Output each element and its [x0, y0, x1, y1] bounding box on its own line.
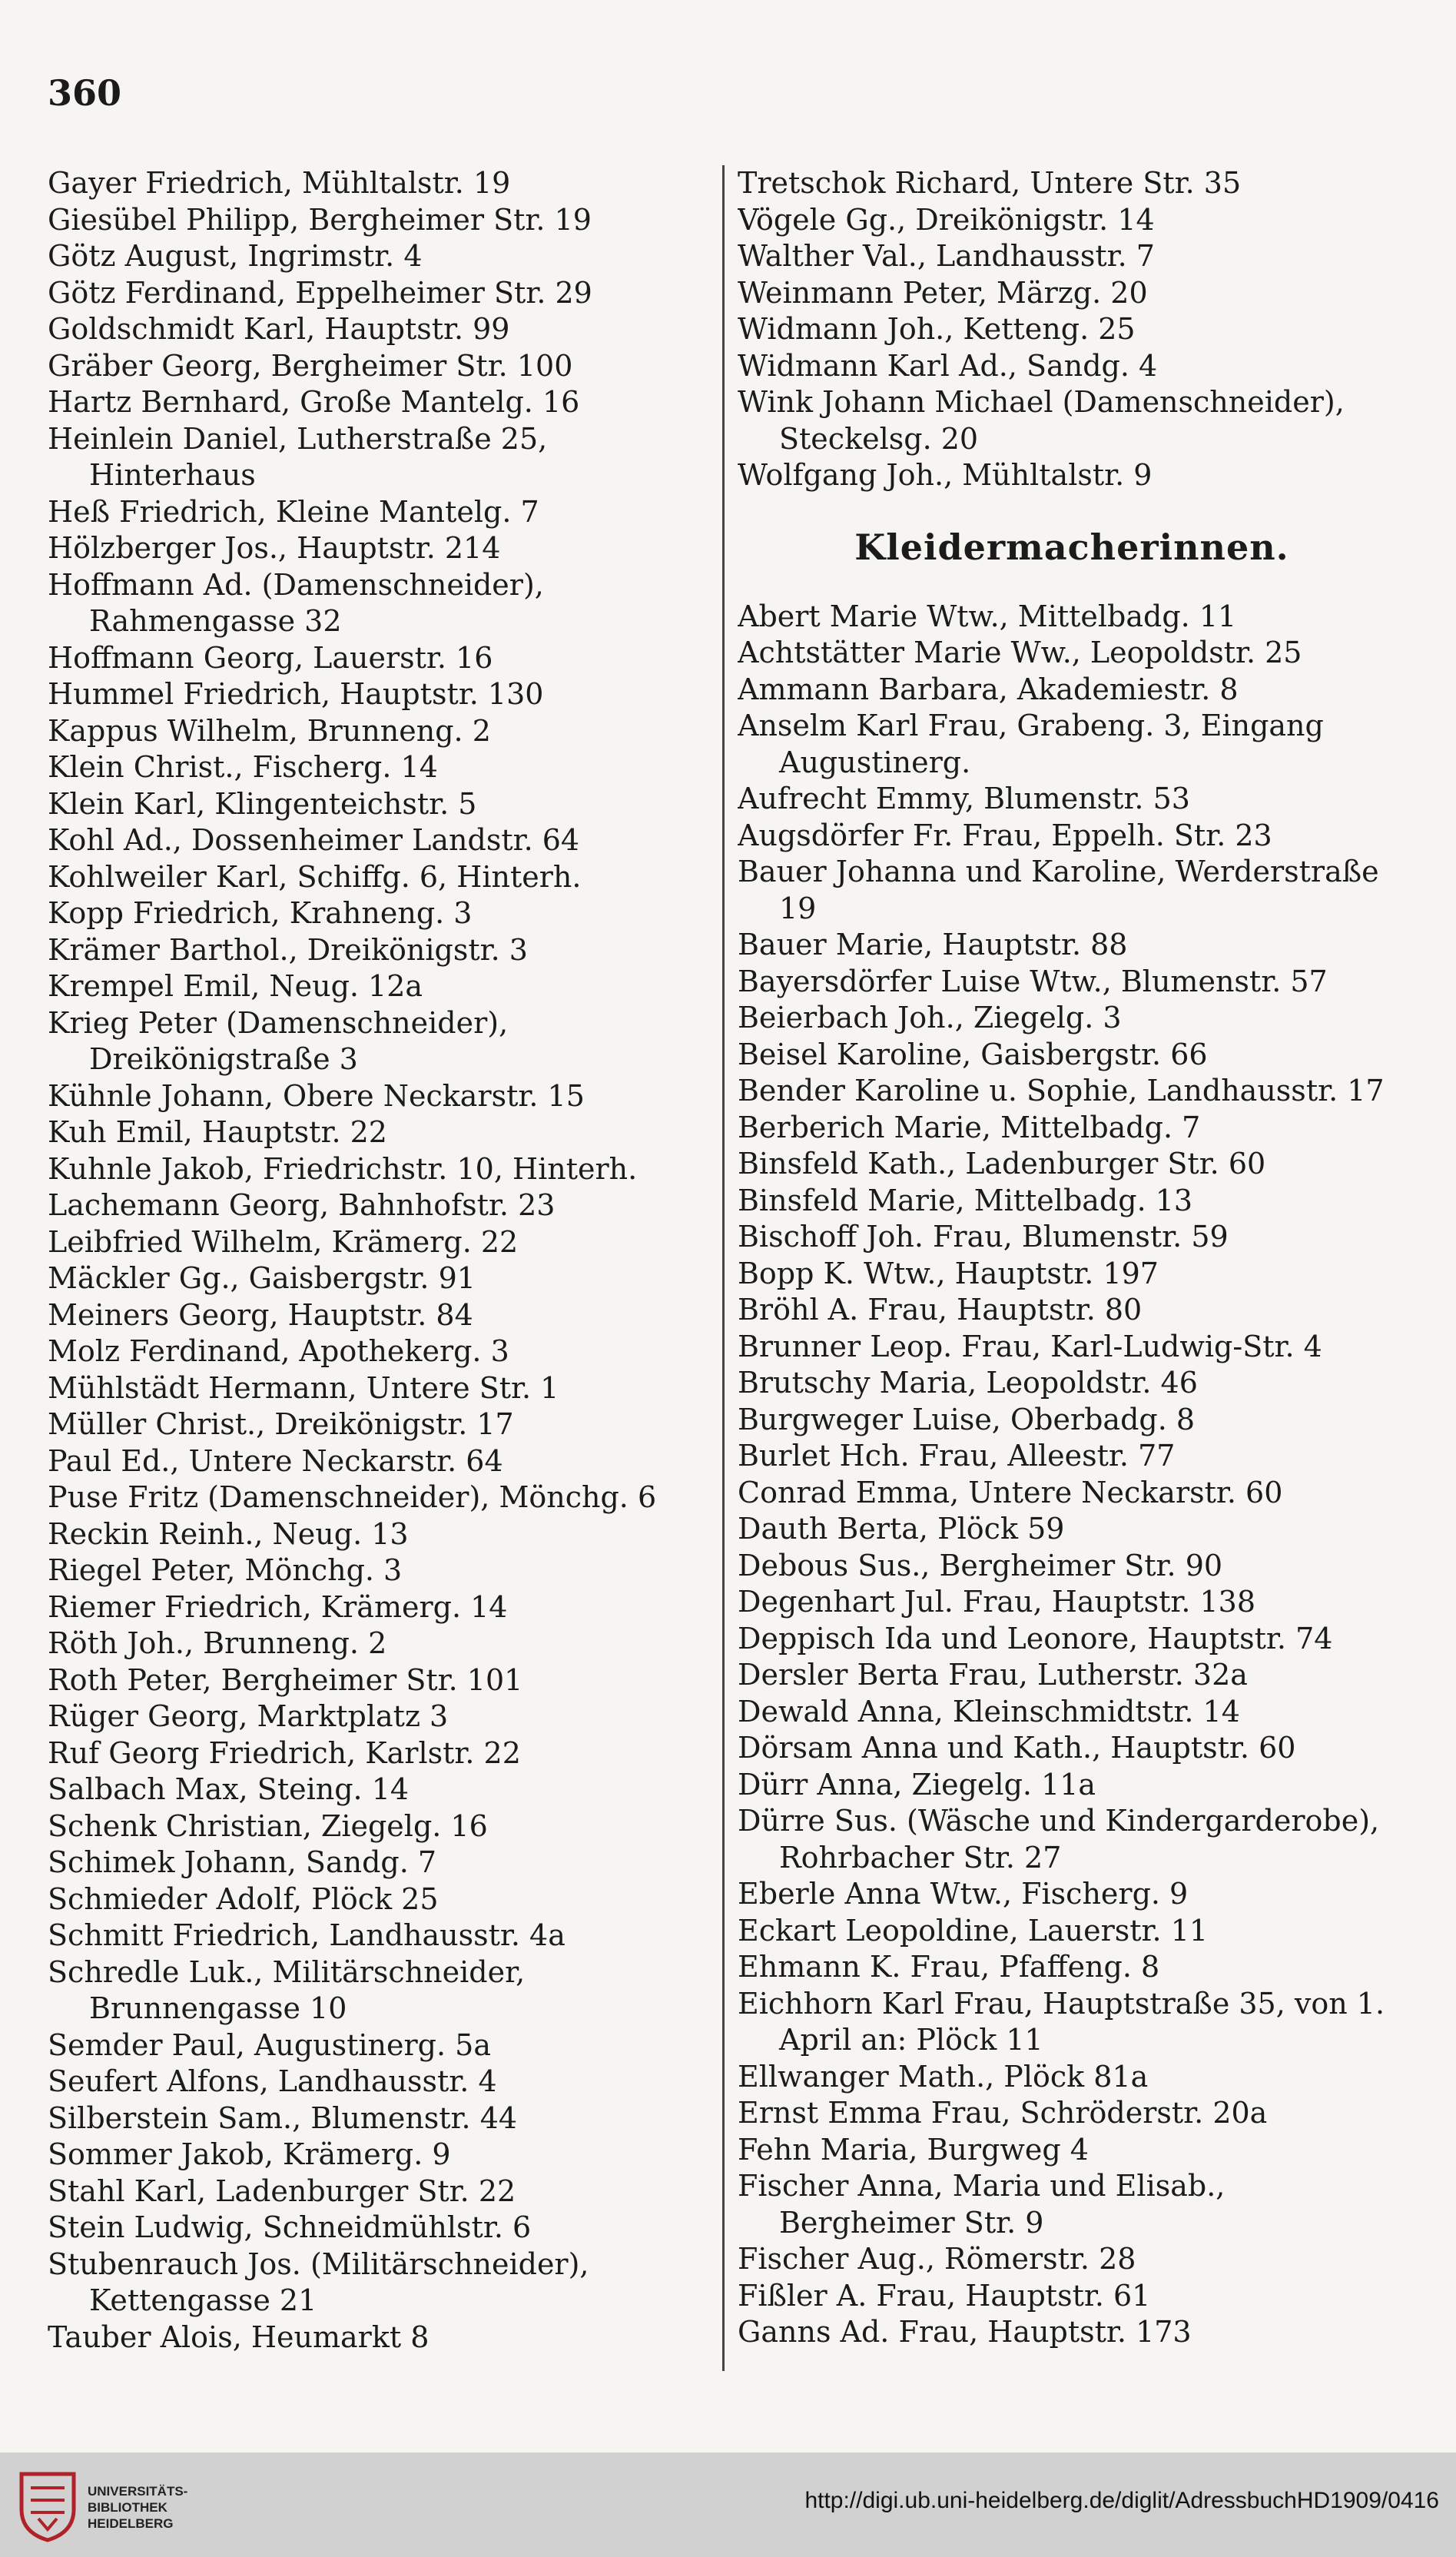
directory-entry: Burlet Hch. Frau, Alleestr. 77 [738, 1439, 1176, 1473]
directory-entry: Dersler Berta Frau, Lutherstr. 32a [738, 1658, 1248, 1692]
directory-entry: Eckart Leopoldine, Lauerstr. 11 [738, 1913, 1209, 1948]
directory-entry: Heß Friedrich, Kleine Mantelg. 7 [48, 494, 539, 529]
directory-entry: Puse Fritz (Damenschneider), Mönchg. 6 [48, 1480, 657, 1514]
directory-entry: Eichhorn Karl Frau, Hauptstraße 35, von 1. April an: Plöck 11 [738, 1986, 1385, 2057]
directory-entry: Kohlweiler Karl, Schiffg. 6, Hinterh. [48, 859, 582, 894]
directory-entry: Götz August, Ingrimstr. 4 [48, 239, 423, 273]
page-number: 360 [48, 72, 122, 114]
directory-entry: Tauber Alois, Heumarkt 8 [48, 2320, 430, 2354]
directory-entry: Goldschmidt Karl, Hauptstr. 99 [48, 312, 510, 346]
directory-entry: Salbach Max, Steing. 14 [48, 1772, 410, 1806]
directory-entry: Gayer Friedrich, Mühltalstr. 19 [48, 166, 511, 200]
directory-entry: Mäckler Gg., Gaisbergstr. 91 [48, 1261, 476, 1295]
column-divider [722, 165, 725, 2371]
directory-entry: Abert Marie Wtw., Mittelbadg. 11 [738, 599, 1237, 633]
directory-entry: Fischer Anna, Maria und Elisab., Bergheimer Str. 9 [738, 2169, 1225, 2240]
directory-entry: Stubenrauch Jos. (Militärschneider), Kettengasse 21 [48, 2247, 589, 2317]
directory-entry: Hoffmann Ad. (Damenschneider), Rahmengasse 32 [48, 567, 544, 638]
directory-entry: Tretschok Richard, Untere Str. 35 [738, 166, 1242, 200]
directory-entry: Klein Karl, Klingenteichstr. 5 [48, 786, 477, 821]
directory-entry: Rüger Georg, Marktplatz 3 [48, 1699, 449, 1733]
directory-entry: Mühlstädt Hermann, Untere Str. 1 [48, 1370, 559, 1405]
directory-entry: Hummel Friedrich, Hauptstr. 130 [48, 677, 544, 711]
directory-entry: Schmitt Friedrich, Landhausstr. 4a [48, 1918, 565, 1952]
directory-entry: Wink Johann Michael (Damenschneider), Steckelsg. 20 [738, 385, 1345, 456]
directory-entry: Beierbach Joh., Ziegelg. 3 [738, 1001, 1122, 1034]
directory-entry: Ammann Barbara, Akademiestr. 8 [738, 672, 1239, 706]
directory-entry: Wolfgang Joh., Mühltalstr. 9 [738, 458, 1153, 492]
directory-entry: Ganns Ad. Frau, Hauptstr. 173 [738, 2315, 1192, 2349]
directory-entry: Götz Ferdinand, Eppelheimer Str. 29 [48, 275, 592, 310]
library-name [88, 2483, 187, 2532]
directory-entry: Eberle Anna Wtw., Fischerg. 9 [738, 1877, 1189, 1911]
directory-entry: Fißler A. Frau, Hauptstr. 61 [738, 2278, 1151, 2313]
section-heading: Kleidermacherinnen. [854, 526, 1289, 568]
directory-entry: Schimek Johann, Sandg. 7 [48, 1845, 437, 1879]
directory-entry: Kuh Emil, Hauptstr. 22 [48, 1115, 387, 1149]
directory-entry: Ernst Emma Frau, Schröderstr. 20a [738, 2096, 1268, 2130]
directory-entry: Semder Paul, Augustinerg. 5a [48, 2027, 491, 2062]
directory-entry: Lachemann Georg, Bahnhofstr. 23 [48, 1188, 556, 1222]
directory-entry: Achtstätter Marie Ww., Leopoldstr. 25 [738, 636, 1302, 669]
directory-entry: Vögele Gg., Dreikönigstr. 14 [738, 202, 1155, 237]
directory-entry: Binsfeld Kath., Ladenburger Str. 60 [738, 1147, 1266, 1181]
directory-entry: Dauth Berta, Plöck 59 [738, 1512, 1065, 1546]
directory-entry: Schredle Luk., Militärschneider, Brunnengasse 10 [48, 1954, 526, 2025]
directory-entry: Riemer Friedrich, Krämerg. 14 [48, 1589, 508, 1624]
right-column [738, 165, 1406, 2351]
directory-entry: Deppisch Ida und Leonore, Hauptstr. 74 [738, 1621, 1333, 1655]
directory-entry: Bischoff Joh. Frau, Blumenstr. 59 [738, 1220, 1229, 1254]
directory-entry: Berberich Marie, Mittelbadg. 7 [738, 1110, 1201, 1144]
directory-entry: Kühnle Johann, Obere Neckarstr. 15 [48, 1078, 585, 1113]
directory-entry: Hoffmann Georg, Lauerstr. 16 [48, 640, 493, 675]
directory-entry: Brutschy Maria, Leopoldstr. 46 [738, 1366, 1198, 1400]
directory-entry: Krämer Barthol., Dreikönigstr. 3 [48, 932, 528, 967]
directory-entry: Müller Christ., Dreikönigstr. 17 [48, 1407, 514, 1441]
directory-entry: Dürre Sus. (Wäsche und Kindergarderobe), Rohrbacher Str. 27 [738, 1804, 1380, 1875]
directory-entry: Ehmann K. Frau, Pfaffeng. 8 [738, 1950, 1160, 1984]
directory-entry: Röth Joh., Brunneng. 2 [48, 1626, 387, 1660]
directory-entry: Beisel Karoline, Gaisbergstr. 66 [738, 1037, 1208, 1071]
directory-entry: Widmann Karl Ad., Sandg. 4 [738, 348, 1158, 383]
directory-entry: Bauer Johanna und Karoline, Werderstraße 19 [738, 855, 1379, 925]
directory-entry: Giesübel Philipp, Bergheimer Str. 19 [48, 202, 592, 237]
directory-entry: Debous Sus., Bergheimer Str. 90 [738, 1548, 1223, 1582]
directory-entry: Bröhl A. Frau, Hauptstr. 80 [738, 1293, 1143, 1327]
directory-entry: Meiners Georg, Hauptstr. 84 [48, 1297, 473, 1332]
directory-entry: Aufrecht Emmy, Blumenstr. 53 [738, 782, 1190, 815]
directory-entry: Leibfried Wilhelm, Krämerg. 22 [48, 1224, 519, 1259]
directory-entry: Krempel Emil, Neug. 12a [48, 969, 423, 1003]
directory-entry: Paul Ed., Untere Neckarstr. 64 [48, 1443, 503, 1478]
right-column-bottom-list [738, 599, 1406, 2351]
library-name-line-2: BIBLIOTHEK [88, 2500, 167, 2515]
directory-entry: Klein Christ., Fischerg. 14 [48, 750, 438, 784]
directory-entry: Riegel Peter, Mönchg. 3 [48, 1553, 403, 1587]
directory-entry: Roth Peter, Bergheimer Str. 101 [48, 1662, 523, 1697]
directory-entry: Heinlein Daniel, Lutherstraße 25, Hinterhaus [48, 421, 548, 492]
directory-entry: Kohl Ad., Dossenheimer Landstr. 64 [48, 823, 580, 857]
directory-entry: Conrad Emma, Untere Neckarstr. 60 [738, 1475, 1283, 1509]
directory-entry: Bayersdörfer Luise Wtw., Blumenstr. 57 [738, 964, 1328, 998]
directory-entry: Dewald Anna, Kleinschmidtstr. 14 [738, 1694, 1240, 1728]
directory-entry: Ellwanger Math., Plöck 81a [738, 2059, 1149, 2094]
directory-entry: Krieg Peter (Damenschneider), Dreikönigstraße 3 [48, 1005, 509, 1076]
directory-entry: Bender Karoline u. Sophie, Landhausstr. 17 [738, 1074, 1385, 1107]
directory-entry: Kuhnle Jakob, Friedrichstr. 10, Hinterh. [48, 1151, 638, 1186]
directory-entry: Dürr Anna, Ziegelg. 11a [738, 1767, 1096, 1802]
directory-entry: Augsdörfer Fr. Frau, Eppelh. Str. 23 [738, 818, 1272, 852]
source-url-link[interactable]: http://digi.ub.uni-heidelberg.de/diglit/AdressbuchHD1909/0416 [804, 2488, 1439, 2513]
directory-entry: Silberstein Sam., Blumenstr. 44 [48, 2100, 518, 2135]
directory-entry: Walther Val., Landhausstr. 7 [738, 239, 1155, 273]
library-logo[interactable] [15, 2469, 246, 2543]
directory-entry: Bopp K. Wtw., Hauptstr. 197 [738, 1256, 1159, 1290]
directory-entry: Schmieder Adolf, Plöck 25 [48, 1881, 439, 1916]
directory-entry: Bauer Marie, Hauptstr. 88 [738, 928, 1128, 961]
directory-entry: Kappus Wilhelm, Brunneng. 2 [48, 713, 491, 748]
directory-entry: Gräber Georg, Bergheimer Str. 100 [48, 348, 573, 383]
directory-entry: Fehn Maria, Burgweg 4 [738, 2132, 1089, 2167]
directory-entry: Degenhart Jul. Frau, Hauptstr. 138 [738, 1585, 1256, 1619]
directory-entry: Binsfeld Marie, Mittelbadg. 13 [738, 1183, 1193, 1217]
directory-entry: Seufert Alfons, Landhausstr. 4 [48, 2064, 497, 2098]
directory-entry: Stahl Karl, Ladenburger Str. 22 [48, 2173, 516, 2208]
directory-entry: Ruf Georg Friedrich, Karlstr. 22 [48, 1735, 521, 1770]
directory-entry: Dörsam Anna und Kath., Hauptstr. 60 [738, 1731, 1296, 1765]
directory-entry: Fischer Aug., Römerstr. 28 [738, 2242, 1136, 2276]
directory-entry: Weinmann Peter, Märzg. 20 [738, 275, 1148, 310]
left-column [48, 165, 708, 2356]
directory-entry: Hölzberger Jos., Hauptstr. 214 [48, 531, 501, 565]
directory-entry: Widmann Joh., Ketteng. 25 [738, 312, 1136, 346]
directory-entry: Schenk Christian, Ziegelg. 16 [48, 1808, 488, 1843]
directory-entry: Molz Ferdinand, Apothekerg. 3 [48, 1334, 509, 1368]
footer-bar [0, 2452, 1456, 2557]
directory-entry: Brunner Leop. Frau, Karl-Ludwig-Str. 4 [738, 1329, 1322, 1363]
directory-entry: Sommer Jakob, Krämerg. 9 [48, 2137, 451, 2171]
directory-entry: Hartz Bernhard, Große Mantelg. 16 [48, 385, 580, 419]
library-name-line-3: HEIDELBERG [88, 2516, 174, 2531]
directory-entry: Kopp Friedrich, Krahneng. 3 [48, 896, 473, 930]
directory-entry: Burgweger Luise, Oberbadg. 8 [738, 1402, 1196, 1436]
directory-entry: Stein Ludwig, Schneidmühlstr. 6 [48, 2210, 532, 2244]
right-column-top-list [738, 165, 1406, 494]
library-name-line-1: UNIVERSITÄTS- [88, 2484, 188, 2499]
library-seal-icon [15, 2469, 80, 2543]
directory-entry: Reckin Reinh., Neug. 13 [48, 1516, 409, 1551]
directory-entry: Anselm Karl Frau, Grabeng. 3, Eingang Augustinerg. [738, 709, 1324, 779]
